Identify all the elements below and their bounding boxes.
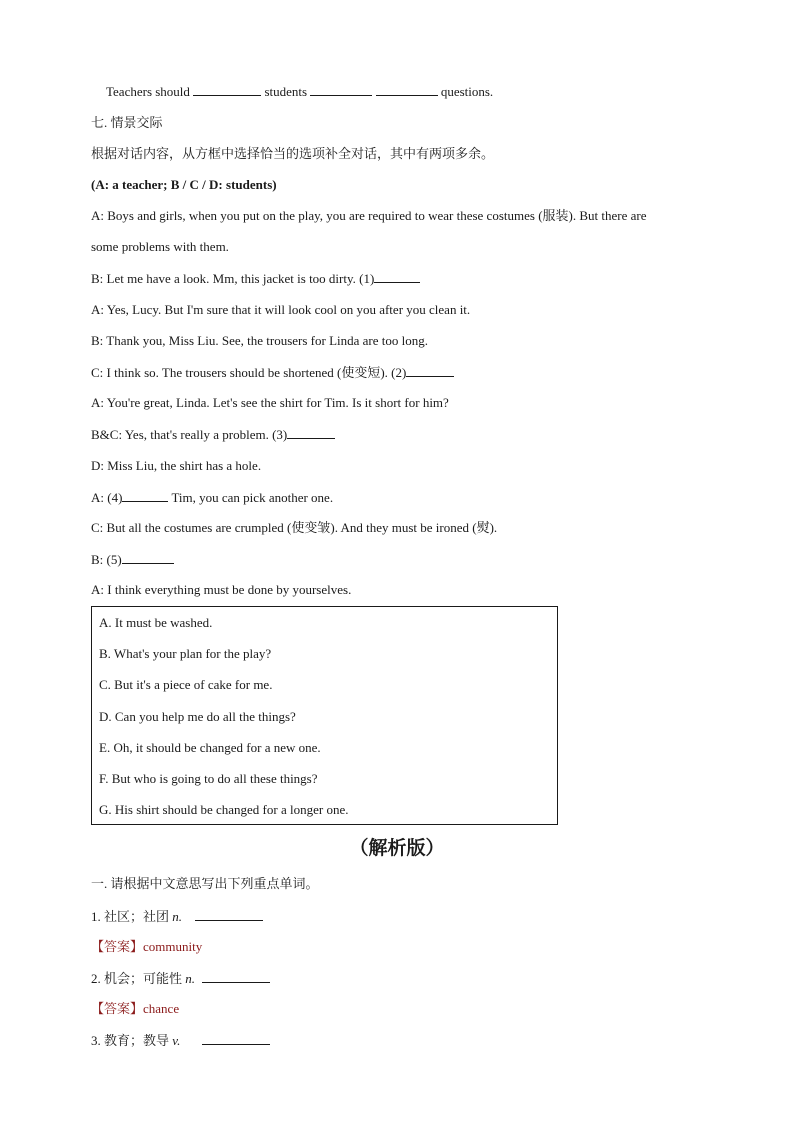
dialogue-text: B&C: Yes, that's really a problem. (3) (91, 427, 288, 442)
option-item: B. What's your plan for the play? (99, 646, 272, 661)
answer-blank[interactable] (202, 1031, 270, 1045)
answer-line (91, 938, 202, 956)
answer-blank[interactable] (310, 82, 372, 96)
dialogue-line: some problems with them. (91, 239, 229, 254)
answer-blank[interactable] (374, 269, 420, 283)
dialogue-line (91, 363, 454, 382)
dialogue-line (91, 550, 174, 569)
answer-blank[interactable] (202, 969, 270, 983)
option-item: C. But it's a piece of cake for me. (99, 677, 273, 692)
vocab-item (91, 1031, 270, 1050)
section-7-title: 七. 情景交际 (91, 115, 163, 130)
option-item: A. It must be washed. (99, 615, 213, 630)
dialogue-line: A: Yes, Lucy. But I'm sure that it will look cool on you after you clean it. (91, 302, 471, 317)
vocab-chinese: 机会；可能性 (104, 971, 183, 986)
dialogue-line: A: I think everything must be done by yourselves. (91, 582, 352, 597)
answer-blank[interactable] (287, 425, 335, 439)
dialogue-line (91, 269, 420, 288)
answer-blank[interactable] (122, 488, 168, 502)
dialogue-text: Tim, you can pick another one. (171, 490, 334, 505)
dialogue-line: C: But all the costumes are crumpled (使变皱). And they must be ironed (熨). (91, 520, 498, 535)
answer-label: 【答案】 (91, 1001, 144, 1016)
dialogue-text: B: Let me have a look. Mm, this jacket is too dirty. (1) (91, 271, 375, 286)
answer-blank[interactable] (122, 550, 174, 564)
analysis-title: （解析版） (349, 837, 445, 859)
option-item: G. His shirt should be changed for a longer one. (99, 802, 349, 817)
vocab-item (91, 907, 263, 926)
answer-text: chance (143, 1001, 180, 1016)
vocab-number: 3. (91, 1033, 101, 1048)
answer-line (91, 1000, 179, 1018)
dialogue-text: B: (5) (91, 552, 122, 567)
option-item: D. Can you help me do all the things? (99, 709, 296, 724)
vocab-number: 2. (91, 971, 101, 986)
vocab-pos: n. (185, 971, 196, 986)
answer-blank[interactable] (376, 82, 438, 96)
dialogue-line (91, 488, 333, 507)
dialogue-line: A: Boys and girls, when you put on the play, you are required to wear these costumes (服装). But there are (91, 208, 647, 223)
vocab-chinese: 教育；教导 (104, 1033, 170, 1048)
vocab-item (91, 969, 270, 988)
dialogue-line: D: Miss Liu, the shirt has a hole. (91, 458, 262, 473)
fill-sentence-part3: questions. (440, 84, 494, 99)
dialogue-line: A: You're great, Linda. Let's see the shirt for Tim. Is it short for him? (91, 395, 449, 410)
roles-note: (A: a teacher; B / C / D: students) (91, 177, 277, 192)
vocab-pos: v. (172, 1033, 181, 1048)
vocab-pos: n. (172, 909, 183, 924)
part-1-title: 一. 请根据中文意思写出下列重点单词。 (91, 876, 319, 891)
vocab-number: 1. (91, 909, 101, 924)
answer-text: community (143, 939, 203, 954)
answer-blank[interactable] (193, 82, 261, 96)
dialogue-line: B: Thank you, Miss Liu. See, the trousers for Linda are too long. (91, 333, 428, 348)
answer-blank[interactable] (195, 907, 263, 921)
dialogue-text: C: I think so. The trousers should be shortened (使变短). (2) (91, 365, 407, 380)
answer-blank[interactable] (406, 363, 454, 377)
fill-sentence (106, 82, 493, 101)
answer-label: 【答案】 (91, 939, 144, 954)
option-item: E. Oh, it should be changed for a new one. (99, 740, 321, 755)
dialogue-text: A: (4) (91, 490, 123, 505)
option-item: F. But who is going to do all these things? (99, 771, 318, 786)
dialogue-line (91, 425, 335, 444)
vocab-chinese: 社区；社团 (104, 909, 170, 924)
section-7-instruction: 根据对话内容，从方框中选择恰当的选项补全对话，其中有两项多余。 (91, 146, 495, 161)
options-box (91, 606, 558, 825)
fill-sentence-part2: students (264, 84, 308, 99)
fill-sentence-part1: Teachers should (106, 84, 190, 99)
